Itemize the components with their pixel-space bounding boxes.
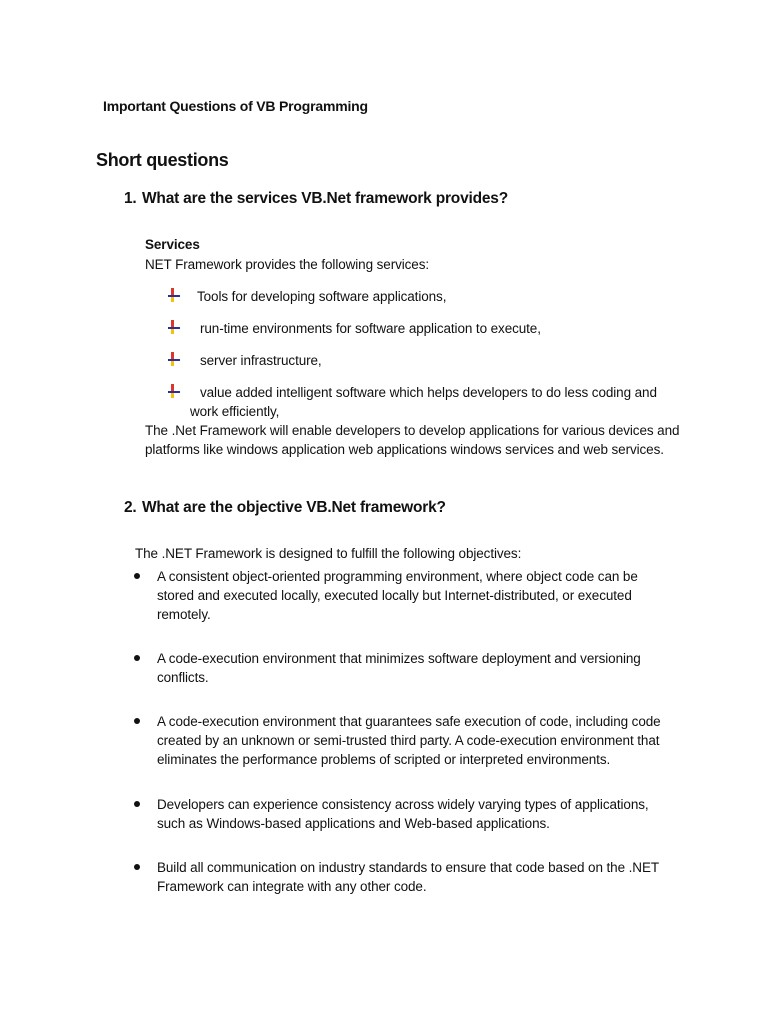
section-title: Short questions (96, 150, 229, 170)
service-item: server infrastructure, (200, 353, 322, 368)
services-intro: NET Framework provides the following services: (145, 257, 430, 272)
document-title: Important Questions of VB Programming (103, 98, 368, 114)
objective-item: Build all communication on industry standards to ensure that code based on the .NET Framework can integrate with any other code. (157, 860, 659, 894)
question-2-number: 2. (124, 499, 137, 516)
bullet-dot-icon (134, 801, 140, 807)
objectives-intro: The .NET Framework is designed to fulfill the following objectives: (135, 546, 522, 561)
services-subheading: Services (145, 237, 200, 252)
question-2-text: What are the objective VB.Net framework? (142, 499, 446, 516)
arrow-bullet-icon (167, 351, 181, 367)
arrow-bullet-icon (167, 319, 181, 335)
service-item: Tools for developing software applications, (197, 289, 447, 304)
question-1-text: What are the services VB.Net framework provides? (142, 190, 508, 207)
bullet-dot-icon (134, 864, 140, 870)
service-item: run-time environments for software application to execute, (200, 321, 541, 336)
objective-item: A code-execution environment that minimizes software deployment and versioning conflicts. (157, 651, 641, 685)
services-closing: The .Net Framework will enable developers to develop applications for various devices and platforms like windows application web applications windows services and web services. (145, 423, 680, 457)
question-2-title (124, 499, 446, 517)
arrow-bullet-icon (167, 287, 181, 303)
arrow-bullet-icon (167, 383, 181, 399)
objective-item: Developers can experience consistency across widely varying types of applications, such as Windows-based applications and Web-based applications. (157, 797, 649, 831)
question-1-title (124, 190, 508, 208)
objective-item: A code-execution environment that guarantees safe execution of code, including code created by an unknown or semi-trusted third party. A code-execution environment that eliminates the performance problems of scripted or interpreted environments. (157, 714, 661, 767)
objective-item: A consistent object-oriented programming environment, where object code can be stored and executed locally, executed locally but Internet-distributed, or executed remotely. (157, 569, 638, 622)
bullet-dot-icon (134, 655, 140, 661)
bullet-dot-icon (134, 573, 140, 579)
question-1-number: 1. (124, 190, 137, 207)
service-item: value added intelligent software which helps developers to do less coding and work efficiently, (190, 385, 657, 419)
bullet-dot-icon (134, 718, 140, 724)
